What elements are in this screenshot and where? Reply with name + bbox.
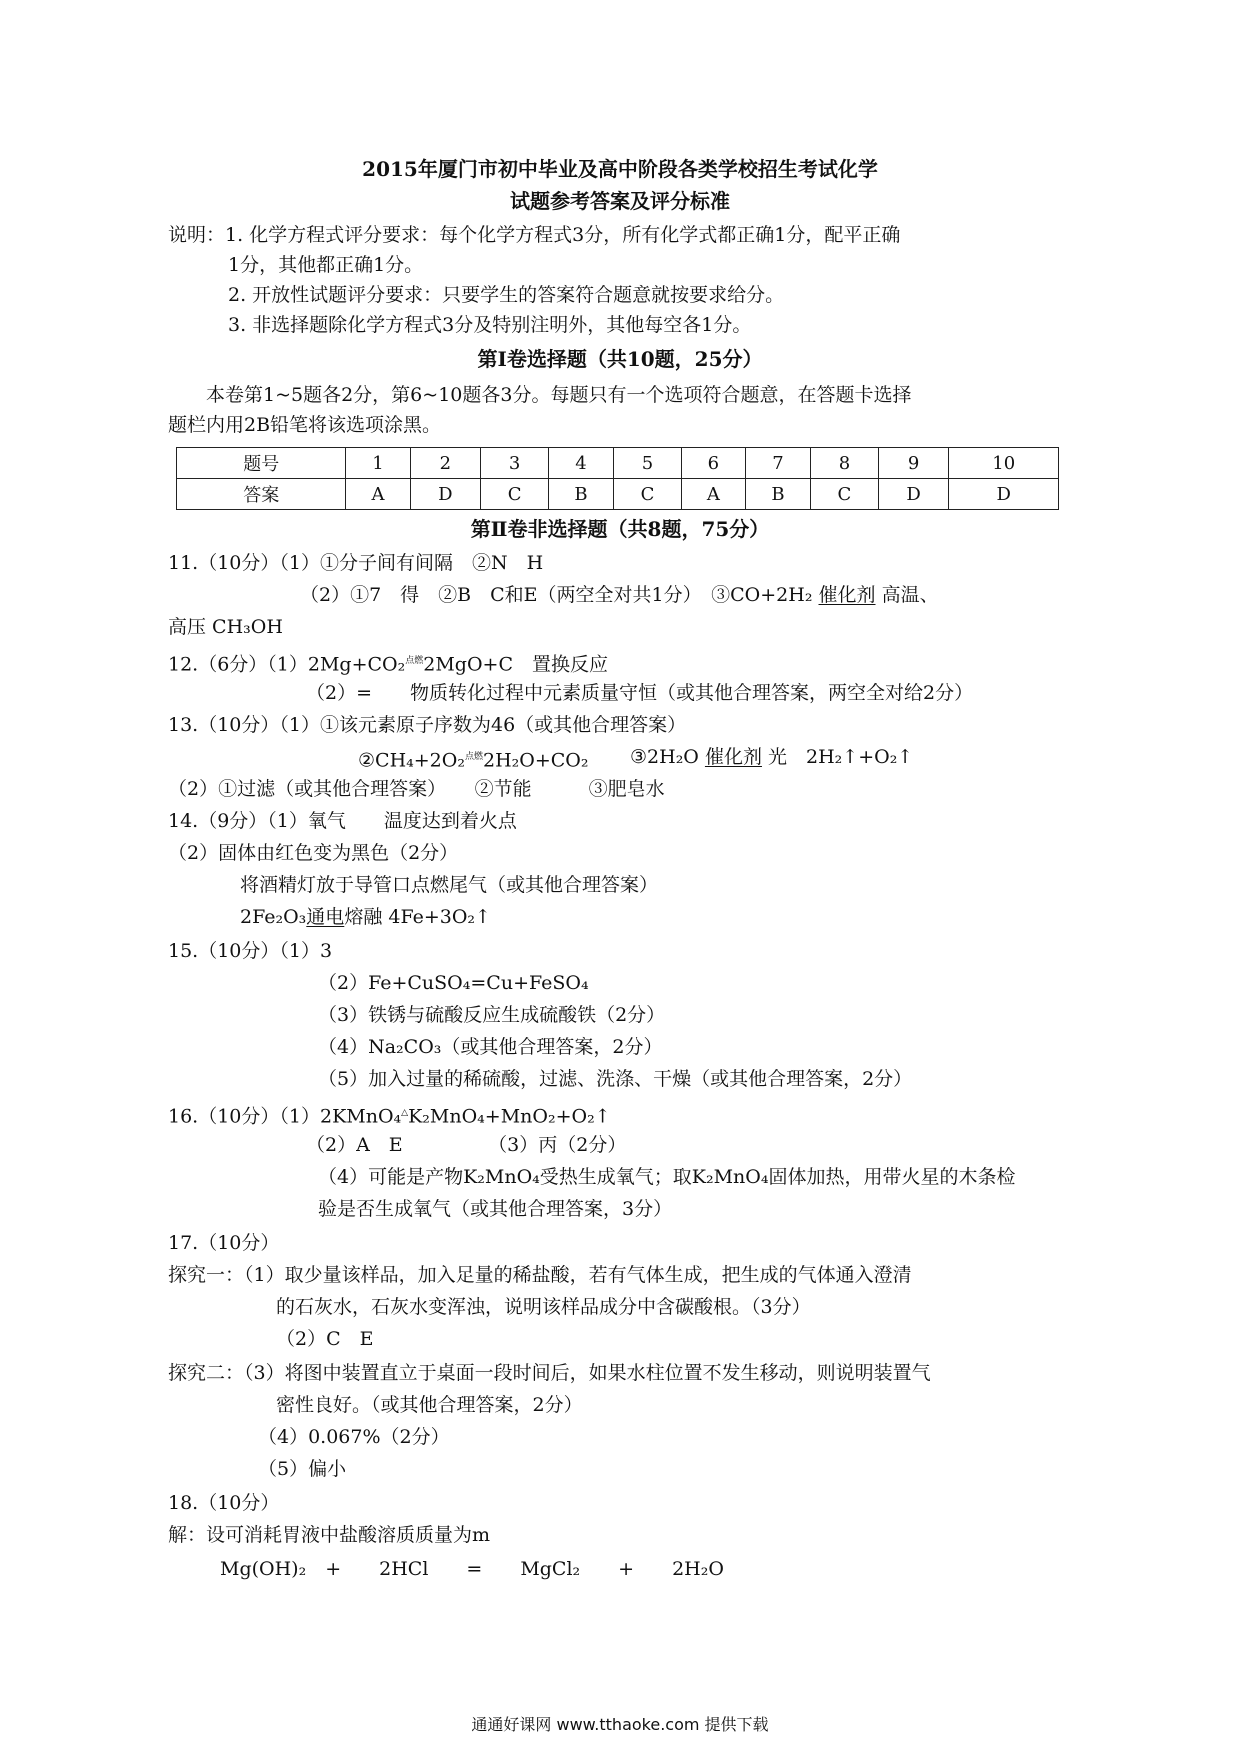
q15-line-2: （2）Fe+CuSO₄=Cu+FeSO₄ <box>318 972 589 994</box>
answer-table <box>176 447 1059 510</box>
question-number: 1 <box>346 448 410 479</box>
q17-line-4: （2）C E <box>276 1328 374 1350</box>
question-number: 2 <box>410 448 481 479</box>
catalyst-label: 催化剂 <box>704 746 762 768</box>
note-2: 2. 开放性试题评分要求：只要学生的答案符合题意就按要求给分。 <box>228 284 785 306</box>
q13-equation-right: 2H₂O+CO₂ <box>482 749 589 772</box>
q12-equation-left: 12.（6分）（1）2Mg+CO₂ <box>168 653 406 676</box>
question-number: 10 <box>949 448 1059 479</box>
question-number: 6 <box>681 448 745 479</box>
question-number: 5 <box>614 448 682 479</box>
q16-equation-right: K₂MnO₄+MnO₂+O₂↑ <box>408 1105 611 1128</box>
page-title: 2015年厦门市初中毕业及高中阶段各类学校招生考试化学 <box>362 157 878 181</box>
answer-cell: C <box>481 479 549 510</box>
q11-line-2-tail: 高温、 <box>881 584 939 606</box>
q11-line-2-text: （2）①7 得 ②B C和E（两空全对共1分） ③CO+2H₂ <box>300 584 813 606</box>
answer-cell: C <box>811 479 879 510</box>
q16-line-2: （2）A E （3）丙（2分） <box>306 1134 627 1156</box>
q17-line-3: 的石灰水，石灰水变浑浊，说明该样品成分中含碳酸根。（3分） <box>276 1296 811 1318</box>
q17-line-6: 密性良好。（或其他合理答案，2分） <box>276 1394 583 1416</box>
answer-cell: A <box>346 479 410 510</box>
q14-line-2: （2）固体由红色变为黑色（2分） <box>168 842 459 864</box>
section1-heading: 第Ⅰ卷选择题（共10题，25分） <box>477 347 763 371</box>
q17-line-2: 探究一：（1）取少量该样品，加入足量的稀盐酸，若有气体生成，把生成的气体通入澄清 <box>168 1264 912 1286</box>
question-number: 3 <box>481 448 549 479</box>
q16-line-3: （4）可能是产物K₂MnO₄受热生成氧气；取K₂MnO₄固体加热，用带火星的木条检 <box>318 1166 1016 1188</box>
question-number: 7 <box>745 448 810 479</box>
q13-eq3-right: 光 2H₂↑+O₂↑ <box>768 746 914 768</box>
q11-line-2 <box>300 582 939 608</box>
row-label: 题号 <box>177 448 346 479</box>
table-row <box>177 448 1059 479</box>
q18-line-1: 18.（10分） <box>168 1492 280 1514</box>
q13-line-2 <box>358 744 589 773</box>
answer-cell: B <box>745 479 810 510</box>
reaction-condition: 点燃 <box>464 752 483 762</box>
question-number: 4 <box>548 448 613 479</box>
answer-cell: D <box>878 479 949 510</box>
q13-eq3-left: ③2H₂O <box>630 746 699 768</box>
q12-line-2: （2）= 物质转化过程中元素质量守恒（或其他合理答案，两空全对给2分） <box>306 682 974 704</box>
answer-cell: A <box>681 479 745 510</box>
note-1b: 1分，其他都正确1分。 <box>228 254 424 276</box>
q12-equation-right: 2MgO+C 置换反应 <box>423 653 609 676</box>
q16-equation-left: 16.（10分）（1）2KMnO₄ <box>168 1105 402 1128</box>
q15-line-5: （5）加入过量的稀硫酸，过滤、洗涤、干燥（或其他合理答案，2分） <box>318 1068 913 1090</box>
question-number: 9 <box>878 448 949 479</box>
q16-line-1 <box>168 1100 611 1129</box>
table-row <box>177 479 1059 510</box>
catalyst-label: 催化剂 <box>818 584 876 606</box>
answer-cell: D <box>949 479 1059 510</box>
q14-equation-left: 2Fe₂O₃ <box>240 906 307 928</box>
reaction-condition: 通电 <box>306 906 345 928</box>
section1-intro-b: 题栏内用2B铅笔将该选项涂黑。 <box>168 414 442 436</box>
row-label: 答案 <box>177 479 346 510</box>
q18-line-3: Mg(OH)₂ + 2HCl = MgCl₂ + 2H₂O <box>220 1558 724 1580</box>
q13-line-1: 13.（10分）（1）①该元素原子序数为46（或其他合理答案） <box>168 714 687 736</box>
q18-line-2: 解：设可消耗胃液中盐酸溶质质量为m <box>168 1524 491 1546</box>
answer-cell: B <box>548 479 613 510</box>
q14-line-1: 14.（9分）（1）氧气 温度达到着火点 <box>168 810 517 832</box>
q12-line-1 <box>168 648 608 677</box>
section2-heading: 第Ⅱ卷非选择题（共8题，75分） <box>470 517 770 541</box>
answer-cell: D <box>410 479 481 510</box>
note-1a: 说明：1. 化学方程式评分要求：每个化学方程式3分，所有化学式都正确1分，配平正确 <box>168 224 901 246</box>
reaction-condition: △ <box>401 1108 409 1118</box>
q13-line-3: （2）①过滤（或其他合理答案） ②节能 ③肥皂水 <box>168 778 665 800</box>
q15-line-3: （3）铁锈与硫酸反应生成硫酸铁（2分） <box>318 1004 666 1026</box>
q14-line-3: 将酒精灯放于导管口点燃尾气（或其他合理答案） <box>240 874 659 896</box>
q15-line-4: （4）Na₂CO₃（或其他合理答案，2分） <box>318 1036 663 1058</box>
q17-line-1: 17.（10分） <box>168 1232 280 1254</box>
q13-equation-left: ②CH₄+2O₂ <box>358 749 465 772</box>
q11-line-3: 高压 CH₃OH <box>168 616 283 638</box>
page-subtitle: 试题参考答案及评分标准 <box>510 189 730 213</box>
q14-equation-right: 熔融 4Fe+3O₂↑ <box>344 906 491 928</box>
reaction-condition: 点燃 <box>405 656 424 666</box>
q14-line-4 <box>240 904 491 930</box>
question-number: 8 <box>811 448 879 479</box>
answer-cell: C <box>614 479 682 510</box>
q17-line-8: （5）偏小 <box>258 1458 347 1480</box>
q13-line-2b <box>630 744 913 770</box>
footer-credit: 通通好课网 www.tthaoke.com 提供下载 <box>471 1715 769 1734</box>
note-3: 3. 非选择题除化学方程式3分及特别注明外，其他每空各1分。 <box>228 314 752 336</box>
q17-line-5: 探究二：（3）将图中装置直立于桌面一段时间后，如果水柱位置不发生移动，则说明装置气 <box>168 1362 931 1384</box>
q17-line-7: （4）0.067%（2分） <box>258 1426 450 1448</box>
section1-intro-a: 本卷第1~5题各2分，第6~10题各3分。每题只有一个选项符合题意，在答题卡选择 <box>206 384 912 406</box>
q15-line-1: 15.（10分）（1）3 <box>168 940 333 962</box>
q11-line-1: 11.（10分）（1）①分子间有间隔 ②N H <box>168 552 544 574</box>
q16-line-4: 验是否生成氧气（或其他合理答案，3分） <box>318 1198 673 1220</box>
